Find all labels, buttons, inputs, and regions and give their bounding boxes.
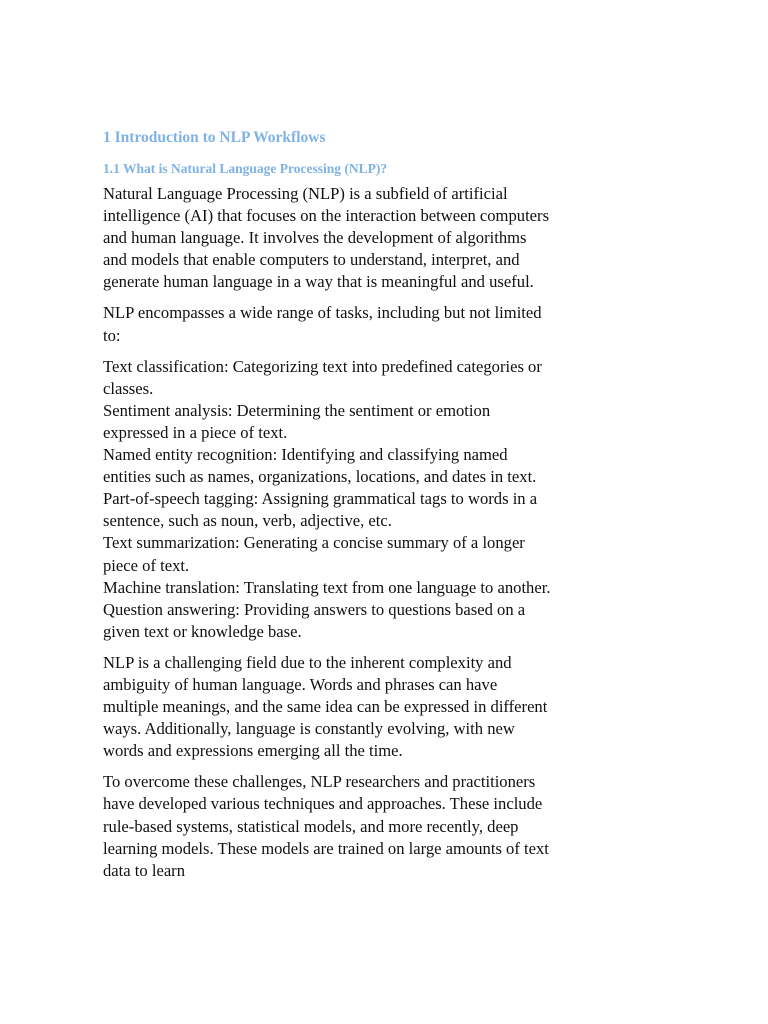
list-item: Text classification: Categorizing text into predefined categories or classes. [103, 356, 542, 398]
paragraph-definition: Natural Language Processing (NLP) is a subfield of artificial intelligence (AI) that focuses on the interaction between computers and human language. It involves the development of algorithms and models that enable computers to understand, interpret, and generate human language in a way that is meaningful and useful. [103, 184, 550, 292]
task-list [103, 356, 553, 643]
list-item: Question answering: Providing answers to questions based on a given text or knowledge base. [103, 599, 526, 641]
list-item: Named entity recognition: Identifying and classifying named entities such as names, organizations, locations, and dates in text. [103, 445, 537, 487]
document-page [103, 126, 553, 891]
paragraph-challenges: NLP is a challenging field due to the inherent complexity and ambiguity of human language. Words and phrases can have multiple meanings, and the same idea can be expressed in different ways. Additionally, language is constantly evolving, with new words and expressions emerging all the time. [103, 652, 548, 761]
list-item: Part-of-speech tagging: Assigning grammatical tags to words in a sentence, such as noun, verb, adjective, etc. [103, 489, 538, 531]
paragraph-tasks-intro: NLP encompasses a wide range of tasks, including but not limited to: [103, 303, 542, 345]
paragraph-techniques: To overcome these challenges, NLP researchers and practitioners have developed various techniques and approaches. These include rule-based systems, statistical models, and more recently, deep learning models. These models are trained on large amounts of text data to learn [103, 772, 549, 880]
list-item: Text summarization: Generating a concise summary of a longer piece of text. [103, 533, 525, 575]
list-item: Sentiment analysis: Determining the sentiment or emotion expressed in a piece of text. [103, 400, 491, 442]
list-item: Machine translation: Translating text from one language to another. [103, 577, 551, 597]
subsection-heading: 1.1 What is Natural Language Processing (NLP)? [103, 161, 388, 176]
section-heading: 1 Introduction to NLP Workflows [103, 129, 326, 146]
